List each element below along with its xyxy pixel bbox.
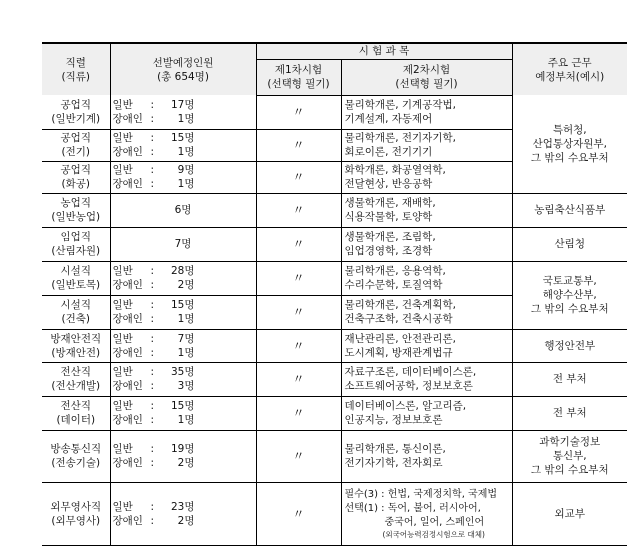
recruit-general-count: 19명 (170, 443, 195, 455)
colon: : (150, 380, 155, 392)
subjects-line: 선택(1) : 독어, 불어, 러시아어, (344, 502, 481, 514)
header-first-sub: (선택형 필기) (267, 78, 330, 90)
header-first-exam (256, 59, 341, 95)
colon: : (150, 313, 155, 325)
subjects-line: 물리학개론, 통신이론, (344, 443, 446, 455)
row-field (42, 362, 110, 396)
row-recruit (110, 362, 256, 396)
subjects-line: 필수(3) : 헌법, 국제정치학, 국제법 (344, 488, 498, 500)
row-first-exam: 〃 (256, 129, 341, 161)
dept-forest: 산림청 (512, 227, 627, 261)
dept-all-2: 전 부처 (512, 396, 627, 430)
recruit-general-count: 35명 (170, 366, 195, 378)
recruit-general-count: 7명 (177, 332, 195, 345)
recruitment-table (42, 42, 627, 546)
header-subjects: 시 험 과 목 (256, 43, 512, 59)
subjects-line: 물리학개론, 전기자기학, (344, 132, 456, 144)
row-second-exam (341, 261, 512, 295)
row-recruit (110, 129, 256, 161)
row-field (42, 329, 110, 362)
field-sub: (건축) (61, 313, 90, 325)
recruit-general-count: 15명 (170, 132, 195, 144)
dept-line: 국토교통부, (542, 275, 597, 287)
field-name: 전산직 (60, 400, 91, 412)
colon: : (150, 346, 155, 359)
row-field (42, 295, 110, 329)
recruit-general-count: 15명 (170, 400, 195, 412)
field-sub: (외무영사) (51, 514, 101, 527)
row-second-exam (341, 482, 512, 545)
field-name: 농업직 (60, 197, 91, 209)
row-second-exam (341, 295, 512, 329)
subjects-line: 데이터베이스론, 알고리즘, (344, 400, 467, 412)
field-name: 공업직 (60, 132, 91, 144)
header-dept-label: 주요 근무 (547, 56, 592, 69)
subjects-line: 수리수문학, 토질역학 (344, 279, 443, 291)
colon: : (150, 98, 155, 111)
row-first-exam: 〃 (256, 396, 341, 430)
dept-line: 그 밖의 수요부처 (530, 464, 609, 476)
row-first-exam: 〃 (256, 193, 341, 227)
row-second-exam (341, 227, 512, 261)
recruit-general-label: 일반 (112, 366, 133, 378)
subjects-line: 생물학개론, 조림학, (344, 231, 436, 243)
subjects-line: 회로이론, 전기기기 (344, 146, 433, 158)
recruit-general-count: 15명 (170, 299, 195, 311)
dept-group1 (512, 95, 627, 193)
header-second-label: 제2차시험 (402, 64, 451, 76)
subjects-line: 식용작물학, 토양학 (344, 211, 433, 223)
row-field (42, 430, 110, 482)
row-first-exam: 〃 (256, 430, 341, 482)
recruit-disabled-count: 2명 (177, 514, 195, 527)
row-first-exam: 〃 (256, 161, 341, 193)
colon: : (150, 414, 155, 426)
field-sub: (화공) (61, 178, 90, 190)
dept-group2 (512, 261, 627, 329)
field-name: 시설직 (60, 265, 91, 277)
recruit-disabled-label: 장애인 (112, 346, 143, 359)
dept-line: 과학기술정보 (539, 436, 601, 448)
row-field (42, 396, 110, 430)
row-recruit-total: 6명 (110, 193, 256, 227)
subjects-line: 물리학개론, 기계공작법, (344, 99, 456, 111)
field-name: 방재안전직 (50, 332, 102, 345)
row-recruit (110, 329, 256, 362)
recruit-general-label: 일반 (112, 265, 133, 277)
row-recruit (110, 161, 256, 193)
subjects-line: 전달현상, 반응공학 (344, 178, 433, 190)
colon: : (150, 514, 155, 527)
field-name: 공업직 (60, 164, 91, 176)
field-sub: (데이터) (56, 414, 96, 426)
field-sub: (일반토목) (51, 279, 101, 291)
recruit-general-count: 23명 (170, 500, 195, 513)
recruitment-table-wrapper (42, 42, 627, 546)
row-first-exam: 〃 (256, 362, 341, 396)
header-recruit-total: (총 654명) (157, 70, 209, 83)
row-first-exam: 〃 (256, 295, 341, 329)
row-field (42, 95, 110, 129)
subjects-line: 물리학개론, 응용역학, (344, 265, 446, 277)
field-sub: (전송기술) (51, 457, 101, 469)
colon: : (150, 164, 155, 176)
colon: : (150, 112, 155, 125)
recruit-disabled-label: 장애인 (112, 146, 143, 158)
row-recruit-total: 7명 (110, 227, 256, 261)
field-sub: (일반농업) (51, 211, 101, 223)
dept-broadcast (512, 430, 627, 482)
row-first-exam: 〃 (256, 482, 341, 545)
header-first-label: 제1차시험 (274, 64, 323, 76)
recruit-disabled-label: 장애인 (112, 514, 143, 527)
recruit-disabled-label: 장애인 (112, 380, 143, 392)
recruit-disabled-count: 2명 (177, 279, 195, 291)
recruit-general-label: 일반 (112, 500, 133, 513)
dept-agri: 농림축산식품부 (512, 193, 627, 227)
header-recruit-label: 선발예정인원 (152, 56, 214, 69)
row-second-exam (341, 362, 512, 396)
row-field (42, 129, 110, 161)
recruit-general-label: 일반 (112, 132, 133, 144)
colon: : (150, 443, 155, 455)
subjects-line: 물리학개론, 건축계획학, (344, 299, 456, 311)
row-first-exam: 〃 (256, 329, 341, 362)
recruit-disabled-label: 장애인 (112, 178, 143, 190)
subjects-line: 인공지능, 정보보호론 (344, 414, 443, 426)
field-name: 외무영사직 (50, 500, 102, 513)
dept-line: 특허청, (552, 123, 587, 136)
recruit-general-label: 일반 (112, 443, 133, 455)
field-name: 시설직 (60, 299, 91, 311)
row-second-exam (341, 396, 512, 430)
recruit-disabled-count: 1명 (177, 112, 195, 125)
dept-safety: 행정안전부 (512, 329, 627, 362)
recruit-disabled-count: 3명 (177, 380, 195, 392)
colon: : (150, 400, 155, 412)
subjects-line: 전기자기학, 전자회로 (344, 457, 443, 469)
row-recruit (110, 482, 256, 545)
colon: : (150, 132, 155, 144)
row-first-exam: 〃 (256, 227, 341, 261)
header-second-exam (341, 59, 512, 95)
row-field (42, 161, 110, 193)
row-field (42, 261, 110, 295)
header-field (42, 43, 110, 95)
row-second-exam (341, 95, 512, 129)
dept-line: 통신부, (552, 450, 587, 462)
recruit-disabled-label: 장애인 (112, 112, 143, 125)
recruit-disabled-label: 장애인 (112, 279, 143, 291)
row-field (42, 227, 110, 261)
dept-line: 그 밖의 수요부처 (530, 303, 609, 315)
row-second-exam (341, 161, 512, 193)
subjects-line: 화학개론, 화공열역학, (344, 164, 446, 176)
colon: : (150, 332, 155, 345)
colon: : (150, 366, 155, 378)
row-recruit (110, 95, 256, 129)
recruit-disabled-label: 장애인 (112, 457, 143, 469)
field-name: 전산직 (60, 366, 91, 378)
colon: : (150, 265, 155, 277)
colon: : (150, 178, 155, 190)
recruit-disabled-label: 장애인 (112, 313, 143, 325)
field-name: 임업직 (60, 231, 91, 243)
header-field-label: 직렬 (65, 56, 86, 69)
subjects-line: 중국어, 일어, 스페인어 (384, 516, 485, 528)
field-sub: (일반기계) (51, 112, 101, 125)
header-dept (512, 43, 627, 95)
dept-foreign: 외교부 (512, 482, 627, 545)
recruit-disabled-count: 1명 (177, 346, 195, 359)
field-sub: (방재안전) (51, 346, 101, 359)
header-field-sub: (직류) (61, 70, 90, 83)
subjects-line: 소프트웨어공학, 정보보호론 (344, 380, 473, 392)
field-name: 방송통신직 (50, 443, 102, 455)
subjects-line: 임업경영학, 조경학 (344, 245, 433, 257)
header-second-sub: (선택형 필기) (395, 78, 458, 90)
recruit-general-label: 일반 (112, 164, 133, 176)
row-field (42, 193, 110, 227)
dept-line: 그 밖의 수요부처 (530, 151, 609, 164)
recruit-general-label: 일반 (112, 98, 133, 111)
row-recruit (110, 295, 256, 329)
subjects-line: 도시계획, 방재관계법규 (344, 346, 453, 359)
recruit-general-count: 9명 (177, 164, 195, 176)
field-sub: (산림자원) (51, 245, 101, 257)
row-second-exam (341, 430, 512, 482)
subjects-line: 재난관리론, 안전관리론, (344, 332, 456, 345)
field-name: 공업직 (60, 98, 91, 111)
row-recruit (110, 396, 256, 430)
subjects-line: 건축구조학, 건축시공학 (344, 313, 453, 325)
colon: : (150, 500, 155, 513)
row-field (42, 482, 110, 545)
foreign-language-note: (외국어능력검정시험으로 대체) (382, 529, 485, 539)
colon: : (150, 146, 155, 158)
colon: : (150, 299, 155, 311)
field-sub: (전산개발) (51, 380, 101, 392)
recruit-disabled-count: 1명 (177, 414, 195, 426)
recruit-general-label: 일반 (112, 332, 133, 345)
field-sub: (전기) (61, 146, 90, 158)
colon: : (150, 457, 155, 469)
recruit-disabled-count: 1명 (177, 313, 195, 325)
dept-all-1: 전 부처 (512, 362, 627, 396)
recruit-general-count: 17명 (170, 98, 195, 111)
subjects-line: 생물학개론, 재배학, (344, 197, 436, 209)
recruit-general-label: 일반 (112, 299, 133, 311)
recruit-disabled-label: 장애인 (112, 414, 143, 426)
header-dept-sub: 예정부처(예시) (535, 70, 605, 83)
row-second-exam (341, 129, 512, 161)
dept-line: 산업통상자원부, (532, 137, 607, 150)
recruit-disabled-count: 2명 (177, 457, 195, 469)
recruit-general-count: 28명 (170, 265, 195, 277)
subjects-line: 자료구조론, 데이터베이스론, (344, 366, 477, 378)
row-first-exam: 〃 (256, 261, 341, 295)
row-second-exam (341, 329, 512, 362)
row-first-exam: 〃 (256, 95, 341, 129)
recruit-disabled-count: 1명 (177, 146, 195, 158)
subjects-line: 기계설계, 자동제어 (344, 113, 433, 125)
row-second-exam (341, 193, 512, 227)
header-recruit (110, 43, 256, 95)
row-recruit (110, 261, 256, 295)
row-recruit (110, 430, 256, 482)
recruit-disabled-count: 1명 (177, 178, 195, 190)
colon: : (150, 279, 155, 291)
dept-line: 해양수산부, (542, 289, 597, 301)
recruit-general-label: 일반 (112, 400, 133, 412)
